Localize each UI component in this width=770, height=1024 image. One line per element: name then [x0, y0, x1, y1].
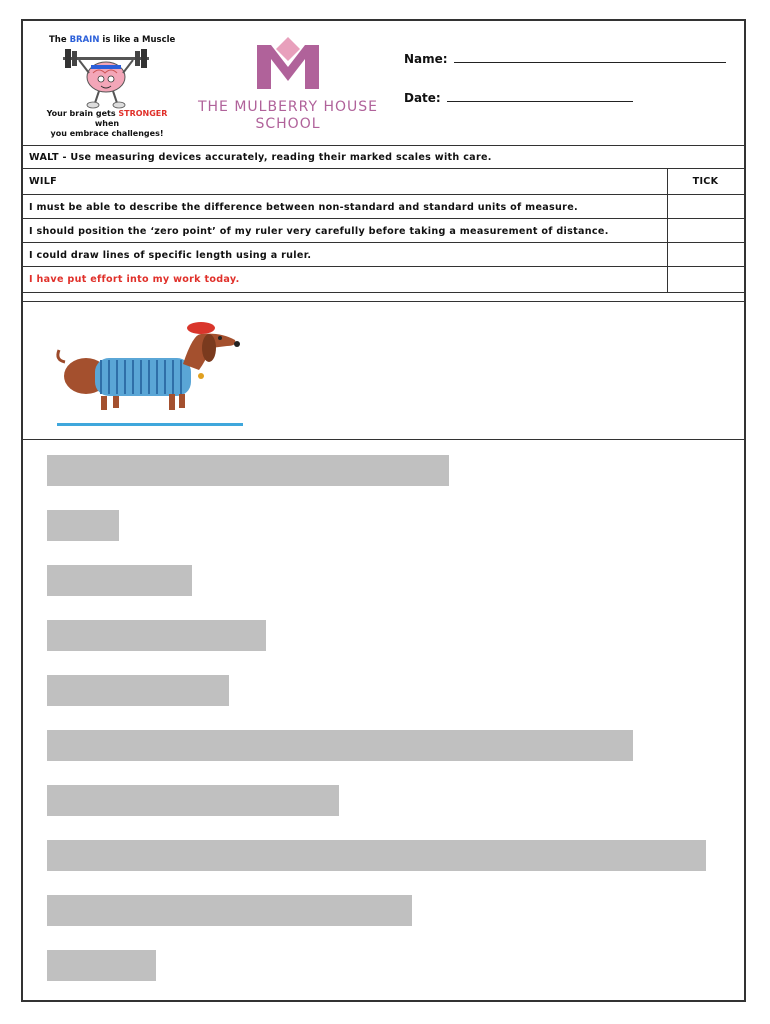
- brain-caption-bottom: Your brain gets STRONGER when you embrace challenges!: [46, 109, 168, 138]
- wilf-row: [23, 195, 744, 219]
- redacted-line: [47, 510, 119, 541]
- redacted-line: [47, 730, 633, 761]
- name-line[interactable]: [454, 53, 726, 63]
- redacted-line: [47, 620, 266, 651]
- date-label: Date:: [404, 91, 441, 105]
- wilf-header-row: [23, 169, 744, 195]
- date-field[interactable]: [404, 91, 633, 105]
- wilf-row: [23, 243, 744, 267]
- redacted-line: [47, 675, 229, 706]
- redacted-line: [47, 565, 192, 596]
- date-line[interactable]: [447, 92, 633, 102]
- illustration-area: [23, 304, 744, 440]
- worksheet-header: [23, 21, 744, 146]
- redacted-line: [47, 840, 706, 871]
- dachshund-with-ruler-icon: [51, 314, 247, 429]
- walt-row: [23, 145, 744, 169]
- mulberry-house-logo: [255, 37, 321, 91]
- tick-box[interactable]: [667, 195, 744, 218]
- brain-weightlifter-icon: [61, 43, 151, 109]
- redacted-line: [47, 950, 156, 981]
- name-label: Name:: [404, 52, 448, 66]
- tick-header: TICK: [692, 176, 719, 187]
- section-divider: [23, 301, 744, 302]
- wilf-item-effort: I have put effort into my work today.: [29, 274, 240, 285]
- redacted-line: [47, 455, 449, 486]
- wilf-header: WILF: [29, 176, 58, 187]
- name-field[interactable]: [404, 52, 726, 66]
- redacted-line: [47, 895, 412, 926]
- tick-box[interactable]: [667, 267, 744, 292]
- tick-box[interactable]: [667, 243, 744, 266]
- tick-header-cell: [667, 169, 744, 194]
- redacted-line: [47, 785, 339, 816]
- school-name: THE MULBERRY HOUSE SCHOOL: [197, 99, 379, 132]
- wilf-row: [23, 219, 744, 243]
- wilf-row: [23, 267, 744, 293]
- wilf-item-could: I could draw lines of specific length using a ruler.: [29, 250, 312, 261]
- worksheet-frame: [21, 19, 746, 1002]
- tick-box[interactable]: [667, 219, 744, 242]
- brain-caption-top: The BRAIN is like a Muscle: [49, 35, 176, 45]
- walt-text: WALT - Use measuring devices accurately, reading their marked scales with care.: [29, 152, 492, 163]
- wilf-item-must: I must be able to describe the difference between non-standard and standard units of measure.: [29, 202, 578, 213]
- wilf-item-should: I should position the ‘zero point’ of my ruler very carefully before taking a measurement of distance.: [29, 226, 609, 237]
